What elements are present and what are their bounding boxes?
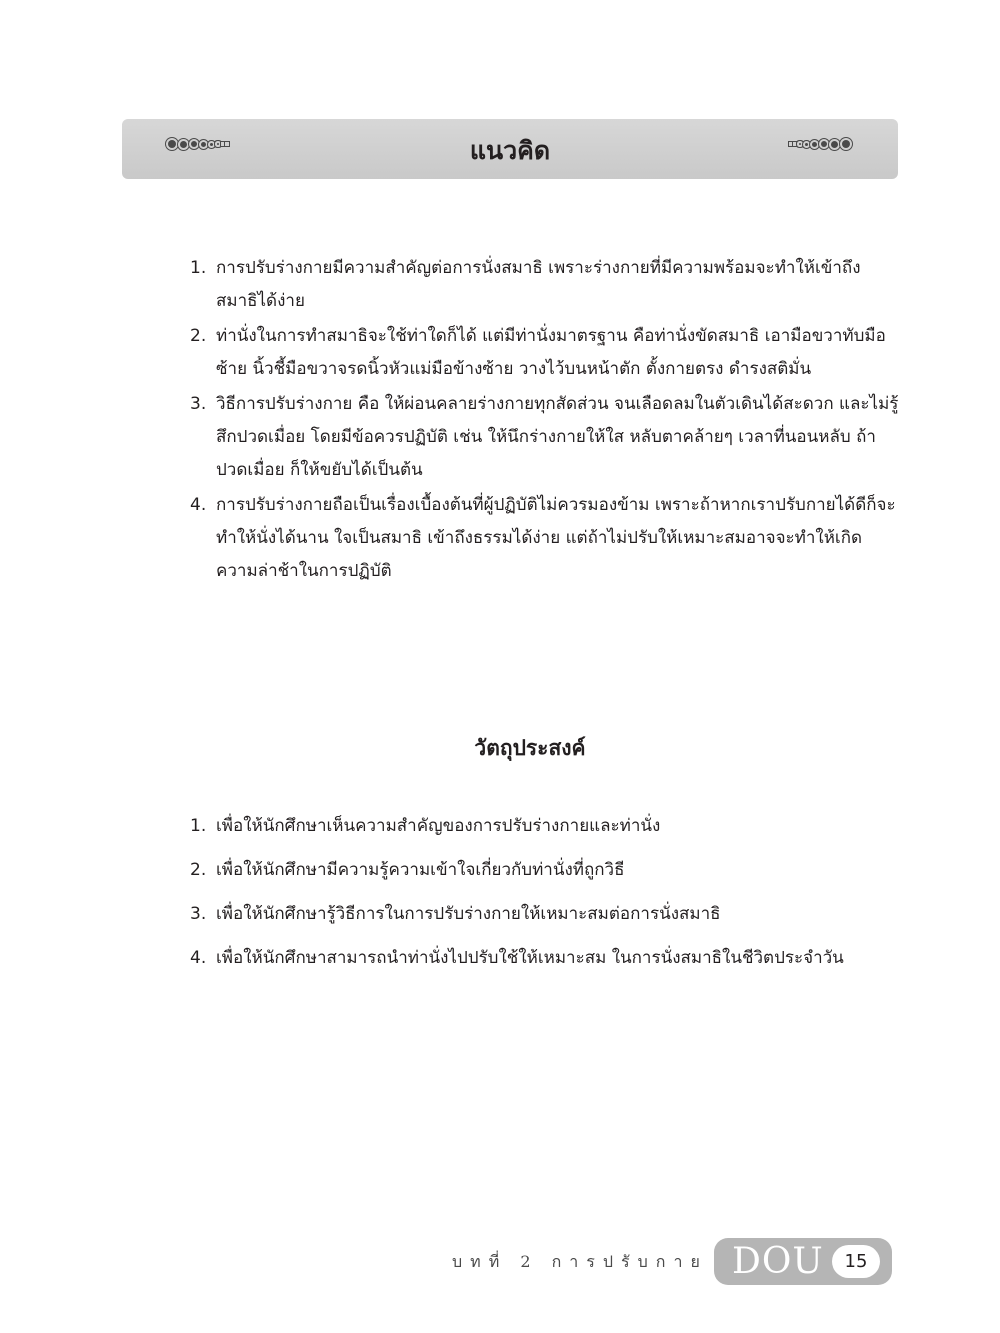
chapter-footer: บทที่ 2 การปรับกาย xyxy=(452,1252,708,1271)
list-item xyxy=(190,489,900,588)
item-text: เพื่อให้นักศึกษาเห็นความสำคัญของการปรับร่างกายและท่านั่ง xyxy=(216,816,661,836)
item-number: 4. xyxy=(190,495,207,515)
item-number: 3. xyxy=(190,394,207,414)
item-text: เพื่อให้นักศึกษาสามารถนำท่านั่งไปปรับใช้ให้เหมาะสม ในการนั่งสมาธิในชีวิตประจำวัน xyxy=(216,948,844,968)
concept-list xyxy=(190,252,900,590)
item-number: 3. xyxy=(190,904,207,924)
item-text: ท่านั่งในการทำสมาธิจะใช้ท่าใดก็ได้ แต่มีท่านั่งมาตรฐาน คือท่านั่งขัดสมาธิ เอามือขวาทับมือซ้าย นิ้วชี้มือขวาจรดนิ้วหัวแม่มือข้างซ้าย วางไว้บนหน้าตัก ตั้งกายตรง ดำรงสติมั่น xyxy=(216,326,886,379)
item-number: 1. xyxy=(190,816,207,836)
list-item xyxy=(190,854,900,887)
list-item xyxy=(190,320,900,386)
decorative-dot xyxy=(821,141,827,147)
decorative-dot xyxy=(799,143,801,145)
decorative-dot xyxy=(812,142,817,147)
item-number: 4. xyxy=(190,948,207,968)
item-text: เพื่อให้นักศึกษารู้วิธีการในการปรับร่างกายให้เหมาะสมต่อการนั่งสมาธิ xyxy=(216,904,721,924)
page-badge xyxy=(714,1238,892,1285)
item-number: 2. xyxy=(190,860,207,880)
item-text: วิธีการปรับร่างกาย คือ ให้ผ่อนคลายร่างกายทุกสัดส่วน จนเลือดลมในตัวเดินได้สะดวก และไม่รู้สึกปวดเมื่อย โดยมีข้อควรปฏิบัติ เช่น ให้นึกร่างกายให้ใส หลับตาคล้ายๆ เวลาที่นอนหลับ ถ้าปวดเมื่อย ก็ให้ขยับได้เป็นต้น xyxy=(216,394,899,480)
decorative-dots-right xyxy=(791,140,850,148)
decorative-dot xyxy=(805,143,808,146)
list-item xyxy=(190,810,900,843)
item-text: การปรับร่างกายมีความสำคัญต่อการนั่งสมาธิ เพราะร่างกายที่มีความพร้อมจะทำให้เข้าถึงสมาธิได้ง่าย xyxy=(216,258,861,311)
page-number: 15 xyxy=(832,1245,880,1278)
section-title-objectives: วัตถุประสงค์ xyxy=(474,736,586,760)
decorative-dot xyxy=(842,140,850,148)
list-item xyxy=(190,942,900,975)
list-item xyxy=(190,388,900,487)
item-number: 1. xyxy=(190,258,207,278)
section-header-bar xyxy=(122,119,898,179)
brand-logo: DOU xyxy=(732,1241,824,1282)
list-item xyxy=(190,252,900,318)
item-text: เพื่อให้นักศึกษามีความรู้ความเข้าใจเกี่ยวกับท่านั่งที่ถูกวิธี xyxy=(216,860,625,880)
item-number: 2. xyxy=(190,326,207,346)
objective-list xyxy=(190,810,900,986)
decorative-dot xyxy=(831,141,838,148)
item-text: การปรับร่างกายถือเป็นเรื่องเบื้องต้นที่ผู้ปฏิบัติไม่ควรมองข้าม เพราะถ้าหากเราปรับกายได้ดีก็จะทำให้นั่งได้นาน ใจเป็นสมาธิ เข้าถึงธรรมได้ง่าย แต่ถ้าไม่ปรับให้เหมาะสมอาจจะทำให้เกิดความล่าช้าในการปฏิบัติ xyxy=(216,495,896,581)
section-title-concepts: แนวคิด xyxy=(469,136,551,165)
list-item xyxy=(190,898,900,931)
